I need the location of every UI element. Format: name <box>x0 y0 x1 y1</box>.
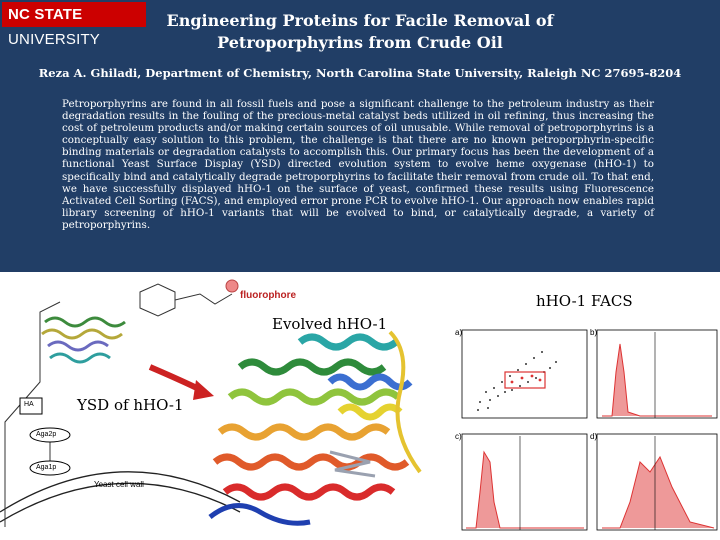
small-protein-ribbon <box>42 318 125 362</box>
facs-panel-a-letter: a) <box>455 328 463 337</box>
evolved-protein-ribbon <box>210 332 420 523</box>
fluorophore-label: fluorophore <box>240 290 297 301</box>
aga1p-label: Aga1p <box>36 464 57 471</box>
title-line-2: Petroporphyrins from Crude Oil <box>217 33 503 52</box>
facs-panel-d <box>597 434 717 530</box>
yeast-wall-inner <box>0 483 240 522</box>
ysd-hho1-label: YSD of hHO-1 <box>77 396 184 414</box>
fluorophore-sphere <box>226 280 238 292</box>
ncsu-logo <box>2 2 146 48</box>
facs-panel-b-letter: b) <box>590 328 598 337</box>
abstract-text: Petroporphyrins are found in all fossil fuels and pose a significant challenge to the petroleum industry as their degradation results in the fouling of the precious-metal catalyst beds utilized in oil refining, thus increasing the cost of petroleum products and/or making certain sources of oil unusable. While removal of petroporphyrins is a conceptually easy solution to this problem, the challenge is that there are no known petroporphyrin-specific binding materials or degradation catalysts to accomplish this. Our primary focus has been the development of a functional Yeast Surface Display (YSD) directed evolution system to evolve heme oxygenase (hHO-1) to specifically bind and catalytically degrade petroporphyrins to facilitate their removal from crude oil. To that end, we have successfully displayed hHO-1 on the surface of yeast, confirmed these results using Fluorescence Activated Cell Sorting (FACS), and employed error prone PCR to evolve hHO-1. Our approach now enables rapid library screening of hHO-1 variants that will be evolved to bind, or catalytically degrade, a variety of petroporphyrins. <box>62 98 654 231</box>
facs-panel-b <box>597 330 717 418</box>
author-line: Reza A. Ghiladi, Department of Chemistry, North Carolina State University, Raleigh NC 27695-8204 <box>38 66 682 80</box>
facs-panel-d-letter: d) <box>590 432 598 441</box>
logo-text-bold: NC STATE <box>8 6 83 23</box>
yeast-wall-outer <box>0 472 240 512</box>
yeast-cell-wall-label: Yeast cell wall <box>94 480 144 489</box>
figure-area <box>0 272 720 540</box>
ha-label: HA <box>24 401 34 408</box>
facs-panel-c <box>462 434 587 530</box>
poster-title <box>150 10 570 54</box>
hho1-facs-label: hHO-1 FACS <box>536 292 633 310</box>
title-line-1: Engineering Proteins for Facile Removal of <box>166 11 554 30</box>
biotin-ring <box>140 284 175 316</box>
aga2p-label: Aga2p <box>36 431 57 438</box>
biotin-chain <box>175 294 232 304</box>
evolution-arrowhead <box>193 380 214 400</box>
evolved-hho1-label: Evolved hHO-1 <box>272 315 388 333</box>
facs-panel-c-letter: c) <box>455 432 462 441</box>
facs-panel-a <box>462 330 587 418</box>
logo-text-thin: UNIVERSITY <box>8 31 101 48</box>
